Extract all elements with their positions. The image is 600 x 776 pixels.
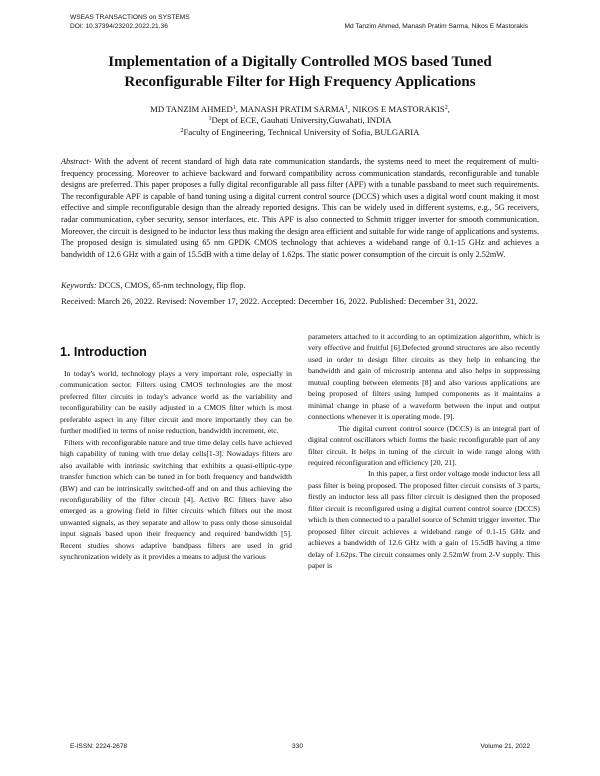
- running-header-authors: Md Tanzim Ahmed, Manash Pratim Sarma, Nikos E Mastorakis: [344, 22, 528, 30]
- left-column: [60, 332, 292, 563]
- author-3: NIKOS E MASTORAKIS: [352, 104, 445, 114]
- intro-paragraph-3: parameters attached to it according to an optimization algorithm, which is very effective and fruitful [6].Defected ground structures are also recently used in order to design filter circuits as they help in enhancing the bandwidth and gain of microstrip antenna and also helps in suppressing mutual coupling between elements [8] and also various applications are being proposed of filters using lumped components as it maintains a minimal change in phase of a waveform between the input and output connections whenever it is operating mode. [9].: [308, 332, 540, 422]
- journal-name: WSEAS TRANSACTIONS on SYSTEMS: [70, 14, 190, 21]
- running-header-left: [70, 14, 190, 31]
- keywords-label: Keywords:: [61, 281, 97, 290]
- intro-paragraph-5: In this paper, a first order voltage mode inductor less all pass filter is being proposed. The proposed filter circuit consists of 3 parts, firstly an inductor less all pass filter circuit is designed then the proposed filter circuit is reconfigured using a digital current control source (DCCS) which is then connected to a parallel source of Schmitt trigger inverter. The proposed filter circuit achieves a wideband range of 0.1-15 GHz and achieves a bandwidth of 12.6 GHz with a gain of 15.5dB having a time delay of 1.62ps. The circuit consumes only 2.52mW from 2-V supply. This paper is: [308, 469, 540, 571]
- author-1-affiliation-mark: 1: [232, 105, 236, 111]
- intro-paragraph-2: Filters with reconfigurable nature and true time delay cells have achieved high capability of tuning with true delay cells[1-3]. Nowadays filters are also available with intrinsic switching that exhibits a quasi-elliptic-type transfer function which can be tuned in for both frequency and bandwidth (BW) and can be intrinsically switched-off and on and thus achieving the reconfigurability of the filter circuit [4]. Active RC filters have also emerged as a growing field in filter circuits which filters out the most unwanted signals, as they separate and allow to pass only those sinusoidal input signals based upon their frequency and required bandwidth [5]. Recent studies shows adaptive bandpass filters are used in grid synchronization widely as it provides a means to adjust the various: [60, 437, 292, 562]
- author-block: [60, 104, 540, 138]
- abstract-label: Abstract-: [61, 157, 92, 166]
- author-1: MD TANZIM AHMED: [150, 104, 233, 114]
- footer-page-number: 330: [292, 743, 304, 750]
- keywords-text: DCCS, CMOS, 65-nm technology, flip flop.: [98, 281, 246, 290]
- affiliation-2: $^2$Faculty of Engineering, Technical University of Sofia, BULGARIA: [180, 126, 420, 137]
- doi: DOI: 10.37394/23202.2022.21.36: [70, 22, 168, 30]
- author-2: MANASH PRATIM SARMA: [240, 104, 345, 114]
- received-dates: Received: March 26, 2022. Revised: November 17, 2022. Accepted: December 16, 2022. Published: December 31, 2022.: [61, 296, 478, 306]
- paper-title: [60, 52, 540, 92]
- keywords: [61, 280, 539, 291]
- title-line-1: Implementation of a Digitally Controlled MOS based Tuned: [108, 54, 492, 70]
- author-names: MD TANZIM AHMED$^1$, MANASH PRATIM SARMA$^1$, NIKOS E MASTORAKIS$^2$,: [150, 104, 450, 114]
- abstract: [61, 156, 539, 260]
- footer-issn: E-ISSN: 2224-2678: [70, 743, 128, 750]
- author-2-affiliation-mark: 1: [344, 105, 348, 111]
- footer-volume: Volume 21, 2022: [480, 743, 530, 750]
- intro-paragraph-1: In today's world, technology plays a very important role, especially in communication sector. Filters using CMOS technologies are the most preferred filter circuits in today's advance world as the variability and reconfigurability can be easily adjusted in a CMOS filter which is most preferable aspect in any filter circuit and more importantly they can be further modified in terms of noise reduction, bandwidth increment, etc.: [60, 369, 292, 436]
- section-heading-introduction: 1. Introduction: [60, 345, 147, 359]
- title-line-2: Reconfigurable Filter for High Frequency Applications: [124, 74, 476, 90]
- intro-paragraph-4: The digital current control source (DCCS) is an integral part of digital control oscillators which forms the basic reconfigurable part of any filter circuit. It helps in tuning of the circuit in wide range along with required reconfiguration and efficiency [20, 21].: [308, 423, 540, 467]
- affiliation-1: $^1$Dept of ECE, Gauhati University,Guwahati, INDIA: [208, 115, 392, 126]
- author-3-affiliation-mark: 2: [444, 105, 448, 111]
- abstract-text: With the advent of recent standard of high data rate communication standards, the systems need to meet the requirement of multi-frequency processing. Moreover to achieve backward and forward compatibility across communication standards, reconfigurable and tunable designs are preferred. This paper proposes a fully digital reconfigurable all pass filter (APF) with a tunable passband to meet such requirements. The reconfigurable APF is capable of band tuning using a digital current control source (DCCS) which uses a digital word count making it most effective and simple reconfigurable design than the already reported designs. This can be widely used in different systems, e.g., 5G receivers, radar communication, cyber security, sensor interfaces, etc. This APF is also connected to Schmitt trigger inverter for smooth communication. Moreover, the circuit is designed to be inductor less thus making the design area efficient and suitable for wide range of applications and systems. The proposed design is simulated using 65 nm GPDK CMOS technology that achieves a wideband range of 0.1-15 GHz and achieves a bandwidth of 12.6 GHz with a gain of 15.5dB with a time delay of 1.62ps. The static power consumption of the circuit is only 2.52mW.: [61, 157, 539, 259]
- right-column: [308, 331, 540, 572]
